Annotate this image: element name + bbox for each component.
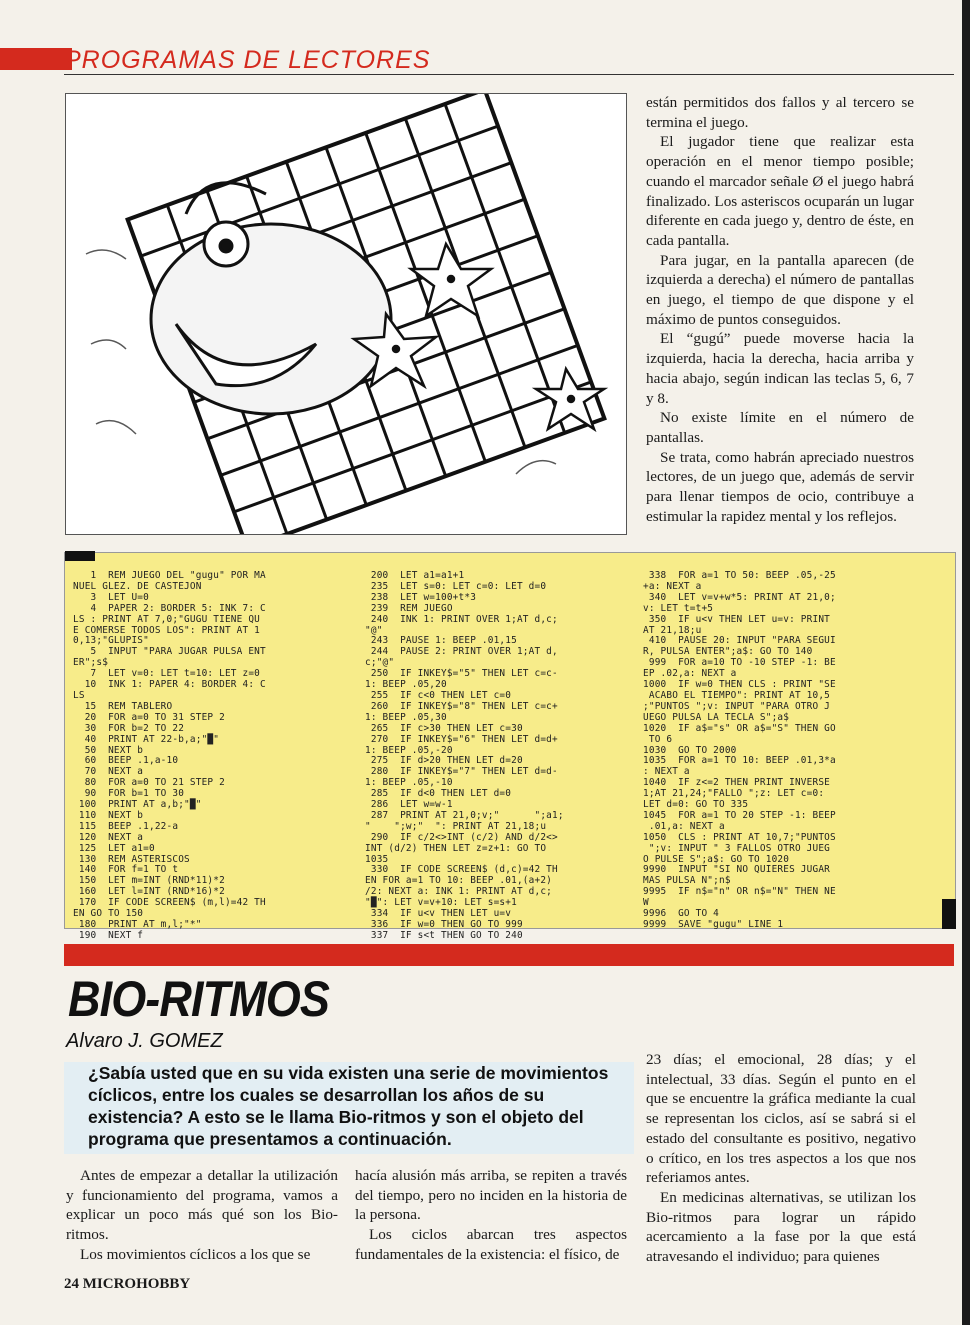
paragraph: Los ciclos abarcan tres aspectos fundamentales de la existencia: el físico, de (355, 1226, 627, 1263)
section-title: PROGRAMAS DE LECTORES (64, 46, 431, 74)
gugu-cartoon-image (66, 94, 626, 534)
listing-corner-mark (65, 551, 95, 561)
article-column-1 (66, 1166, 338, 1265)
header-rule (64, 74, 954, 75)
header-accent-bar (0, 48, 72, 70)
paragraph: están permitidos dos fallos y al tercero se termina el juego. (646, 94, 914, 131)
article-intro: ¿Sabía usted que en su vida existen una serie de movimientos cíclicos, entre los cuales se desarrollan los años de su existencia? A esto se le llama Bio-ritmos y son el objeto del programa que presentamos a continuación. (88, 1063, 609, 1149)
listing-corner-mark (942, 899, 956, 929)
listing-column-1: 1 REM JUEGO DEL "gugu" POR MA NUEL GLEZ. DE CASTEJON 3 LET U=0 4 PAPER 2: BORDER 5: INK 7: C LS : PRINT AT 7,0;"GUGU TIENE QU E COMERSE TODOS LOS": PRINT AT 1 0,13;"GLUPIS" 5 INPUT "PARA JUGAR PULSA ENT ER";s$ 7 LET v=0: LET t=10: LET z=0 10 INK 1: PAPER 4: BORDER 4: C LS 15 REM TABLERO 20 FOR a=0 TO 31 STEP 2 30 FOR b=2 TO 22 40 PRINT AT 22-b,a;"█" 50 NEXT b 60 BEEP .1,a-10 70 NEXT a 80 FOR a=0 TO 21 STEP 2 90 FOR b=1 TO 30 100 PRINT AT a,b;"█" 110 NEXT b 115 BEEP .1,22-a 120 NEXT a 125 LET a1=0 130 REM ASTERISCOS 140 FOR f=1 TO t 150 LET m=INT (RND*11)*2 160 LET l=INT (RND*16)*2 170 IF CODE SCREEN$ (m,l)=42 TH EN GO TO 150 180 PRINT AT m,l;"*" 190 NEXT f (73, 570, 266, 941)
article-column-3 (646, 1050, 916, 1267)
paragraph: Para jugar, en la pantalla aparecen (de izquierda a derecha) el número de pantallas en juego, el tiempo de que dispone y el máximo de puntos conseguidos. (646, 251, 914, 328)
page-edge (962, 0, 970, 1325)
paragraph: En medicinas alternativas, se utilizan los Bio-ritmos para lograr un rápido acercamiento a la fase por la que está atravesando el individuo; para quienes (646, 1188, 916, 1266)
paragraph: Se trata, como habrán apreciado nuestros lectores, de un juego que, además de servir para llenar tiempos de ocio, contribuye a estimular la rapidez mental y los reflejos. (646, 448, 914, 525)
game-illustration (65, 93, 627, 535)
article-column-2 (355, 1166, 627, 1265)
paragraph: El jugador tiene que realizar esta operación en el menor tiempo posible; cuando el marcador señale Ø el juego habrá finalizado. Los asteriscos ocuparán un lugar diferente en cada juego y, dentro de éste, en cada pantalla. (646, 133, 914, 249)
article-author: Alvaro J. GOMEZ (66, 1030, 223, 1052)
article-divider-bar (64, 944, 954, 966)
paragraph: hacía alusión más arriba, se repiten a través del tiempo, pero no inciden en la historia de la persona. (355, 1167, 627, 1224)
page-footer: 24 MICROHOBBY (64, 1276, 191, 1292)
paragraph: No existe límite en el número de pantallas. (646, 409, 914, 446)
paragraph: Antes de empezar a detallar la utilización y funcionamiento del programa, vamos a explicar un poco más qué son los Bio-ritmos. (66, 1167, 338, 1244)
faded-background-graphic (300, 980, 640, 1070)
game-description-column (646, 93, 914, 526)
listing-column-2: 200 LET a1=a1+1 235 LET s=0: LET c=0: LET d=0 238 LET w=100+t*3 239 REM JUEGO 240 INK 1: PRINT OVER 1;AT d,c; "@" 243 PAUSE 1: BEEP .01,15 244 PAUSE 2: PRINT OVER 1;AT d, c;"@" 250 IF INKEY$="5" THEN LET c=c- 1: BEEP .05,20 255 IF c<0 THEN LET c=0 260 IF INKEY$="8" THEN LET c=c+ 1: BEEP .05,30 265 IF c>30 THEN LET c=30 270 IF INKEY$="6" THEN LET d=d+ 1: BEEP .05,-20 275 IF d>20 THEN LET d=20 280 IF INKEY$="7" THEN LET d=d- 1: BEEP .05,-10 285 IF d<0 THEN LET d=0 286 LET w=w-1 287 PRINT AT 21,0;v;" ";a1; " ";w;" ": PRINT AT 21,18;u 290 IF c/2<>INT (c/2) AND d/2<> INT (d/2) THEN LET z=z+1: GO TO 1035 330 IF CODE SCREEN$ (d,c)=42 TH EN FOR a=1 TO 10: BEEP .01,(a+2) /2: NEXT a: INK 1: PRINT AT d,c; "█": LET v=v+10: LET s=s+1 334 IF u<v THEN LET u=v 336 IF w=0 THEN GO TO 999 337 IF s<t THEN GO TO 240 (365, 570, 564, 941)
paragraph: 23 días; el emocional, 28 días; y el intelectual, 33 días. Según el punto en el que se encuentre la gráfica mediante la cual se representan los ciclos, así se sabrá si el estado del consultante es positivo, negativo o crítico, en los tres aspectos a los que nos referiamos antes. (646, 1051, 916, 1187)
article-title: BIO-RITMOS (68, 971, 329, 1027)
paragraph: El “gugú” puede moverse hacia la izquierda, hacia la derecha, hacia arriba y hacia abajo, según indican las teclas 5, 6, 7 y 8. (646, 330, 914, 407)
paragraph: Los movimientos cíclicos a los que se (80, 1245, 311, 1263)
listing-column-3: 338 FOR a=1 TO 50: BEEP .05,-25 +a: NEXT a 340 LET v=v+w*5: PRINT AT 21,0; v: LET t=t+5 350 IF u<v THEN LET u=v: PRINT AT 21,18;u 410 PAUSE 20: INPUT "PARA SEGUI R, PULSA ENTER";a$: GO TO 140 999 FOR a=10 TO -10 STEP -1: BE EP .02,a: NEXT a 1000 IF w=0 THEN CLS : PRINT "SE ACABO EL TIEMPO": PRINT AT 10,5 ;"PUNTOS ";v: INPUT "PARA OTRO J UEGO PULSA LA TECLA S";a$ 1020 IF a$="s" OR a$="S" THEN GO TO 6 1030 GO TO 2000 1035 FOR a=1 TO 10: BEEP .01,3*a : NEXT a 1040 IF z<=2 THEN PRINT INVERSE 1;AT 21,24;"FALLO ";z: LET c=0: LET d=0: GO TO 335 1045 FOR a=1 TO 20 STEP -1: BEEP .01,a: NEXT a 1050 CLS : PRINT AT 10,7;"PUNTOS ";v: INPUT " 3 FALLOS OTRO JUEG O PULSE S";a$: GO TO 1020 9990 INPUT "SI NO QUIERES JUGAR MAS PULSA N";n$ 9995 IF n$="n" OR n$="N" THEN NE W 9996 GO TO 4 9999 SAVE "gugu" LINE 1 (643, 570, 836, 930)
basic-listing-box (64, 552, 956, 941)
